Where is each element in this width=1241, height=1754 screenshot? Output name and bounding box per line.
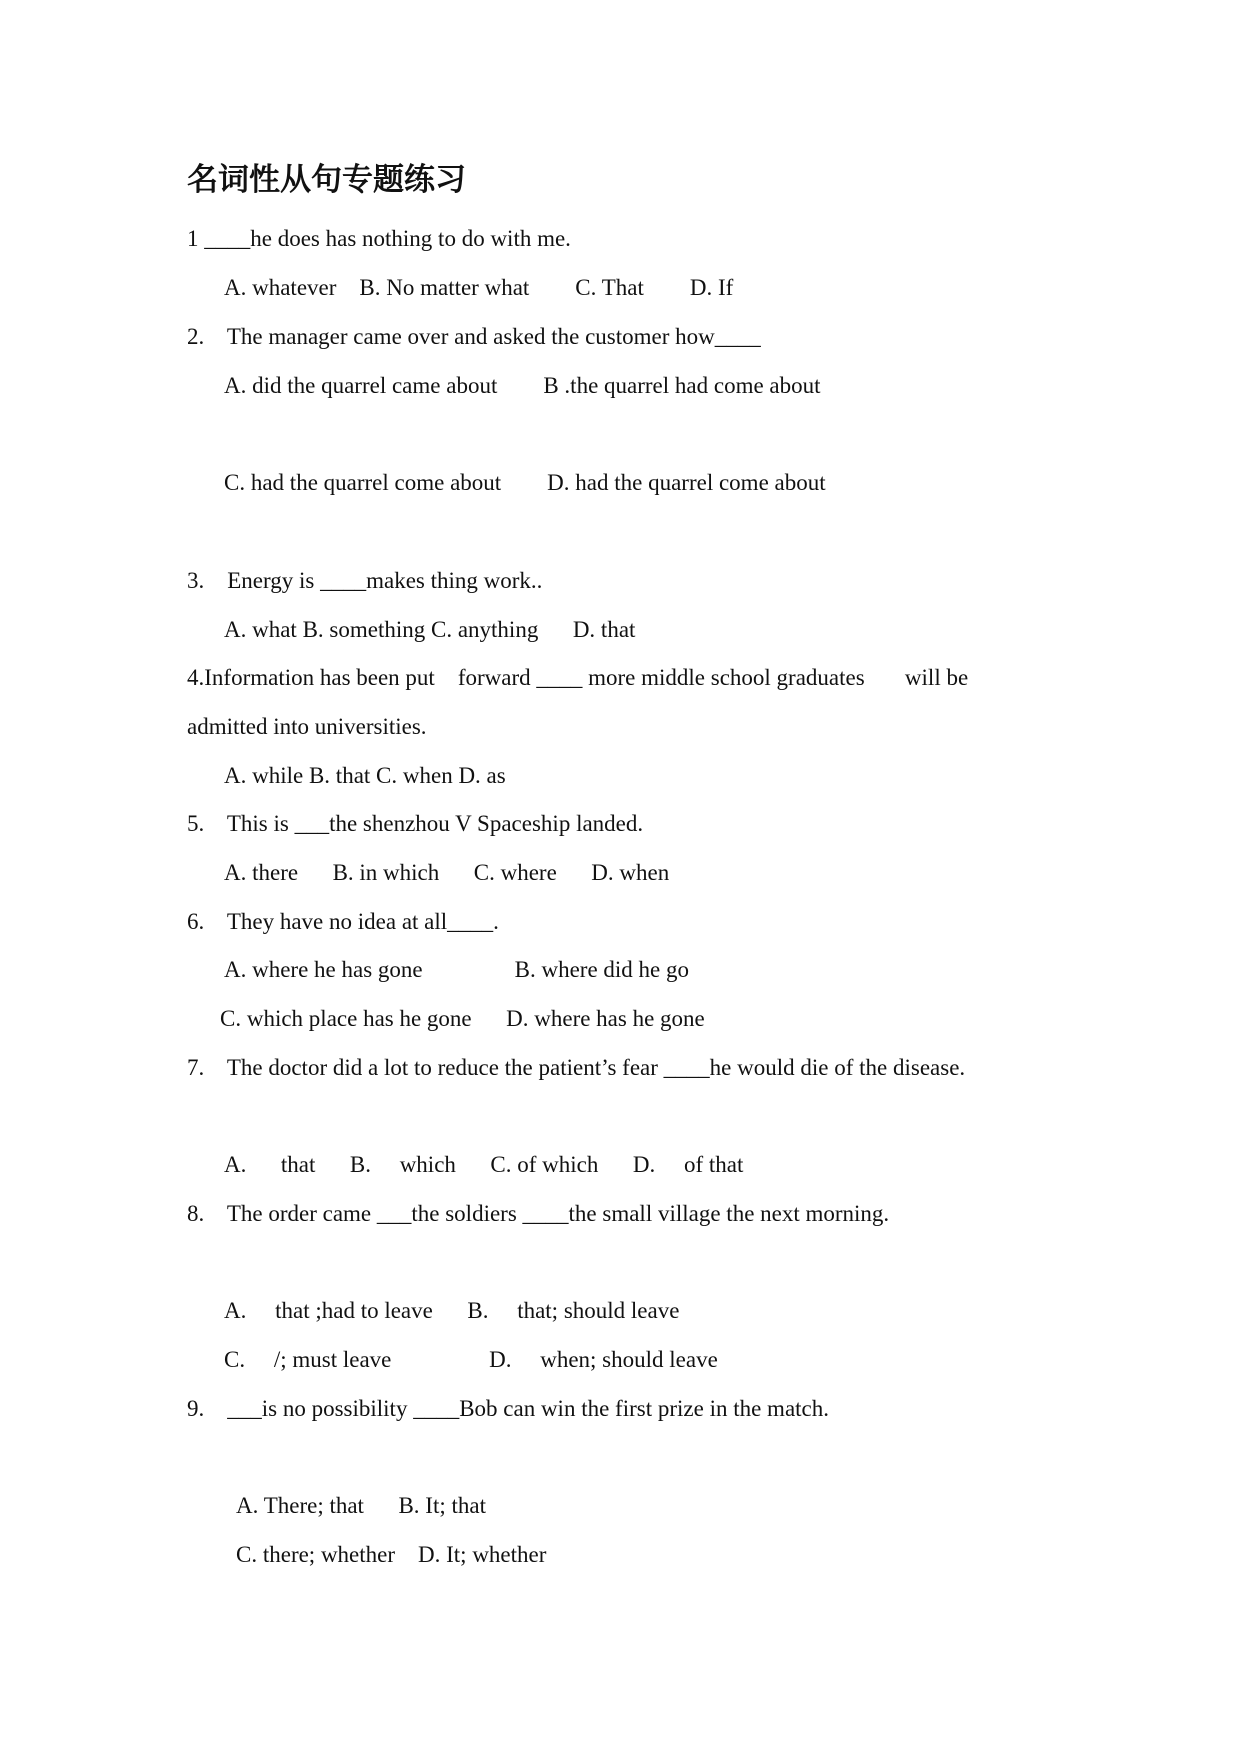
question-3-options: A. what B. something C. anything D. that [224, 617, 636, 642]
question-2-stem: 2. The manager came over and asked the customer how____ [187, 324, 761, 349]
question-8-options-2: C. /; must leave D. when; should leave [224, 1347, 718, 1372]
question-6-stem: 6. They have no idea at all____. [187, 909, 499, 934]
question-2-options-1: A. did the quarrel came about B .the quarrel had come about [224, 373, 821, 398]
question-8-options-1: A. that ;had to leave B. that; should leave [224, 1298, 680, 1323]
question-9-options-2: C. there; whether D. It; whether [236, 1542, 547, 1567]
question-7-stem: 7. The doctor did a lot to reduce the patient’s fear ____he would die of the disease. [187, 1055, 966, 1080]
question-5-stem: 5. This is ___the shenzhou V Spaceship landed. [187, 811, 644, 836]
question-5-options: A. there B. in which C. where D. when [224, 860, 670, 885]
question-1-stem: 1 ____he does has nothing to do with me. [187, 226, 571, 251]
question-2-options-2: C. had the quarrel come about D. had the quarrel come about [224, 470, 826, 495]
question-6-options-1: A. where he has gone B. where did he go [224, 957, 689, 982]
question-9-stem: 9. ___is no possibility ____Bob can win the first prize in the match. [187, 1396, 830, 1421]
question-8-stem: 8. The order came ___the soldiers ____the small village the next morning. [187, 1201, 890, 1226]
question-7-options: A. that B. which C. of which D. of that [224, 1152, 744, 1177]
question-9-options-1: A. There; that B. It; that [236, 1493, 486, 1518]
page-title: 名词性从句专题练习 [187, 162, 466, 198]
question-4-stem: 4.Information has been put forward ____ more middle school graduates will be [187, 665, 969, 690]
question-4-options: A. while B. that C. when D. as [224, 763, 506, 788]
question-3-stem: 3. Energy is ____makes thing work.. [187, 568, 543, 593]
question-4-stem-continued: admitted into universities. [187, 714, 427, 739]
question-6-options-2: C. which place has he gone D. where has he gone [220, 1006, 705, 1031]
question-1-options: A. whatever B. No matter what C. That D. If [224, 275, 734, 300]
